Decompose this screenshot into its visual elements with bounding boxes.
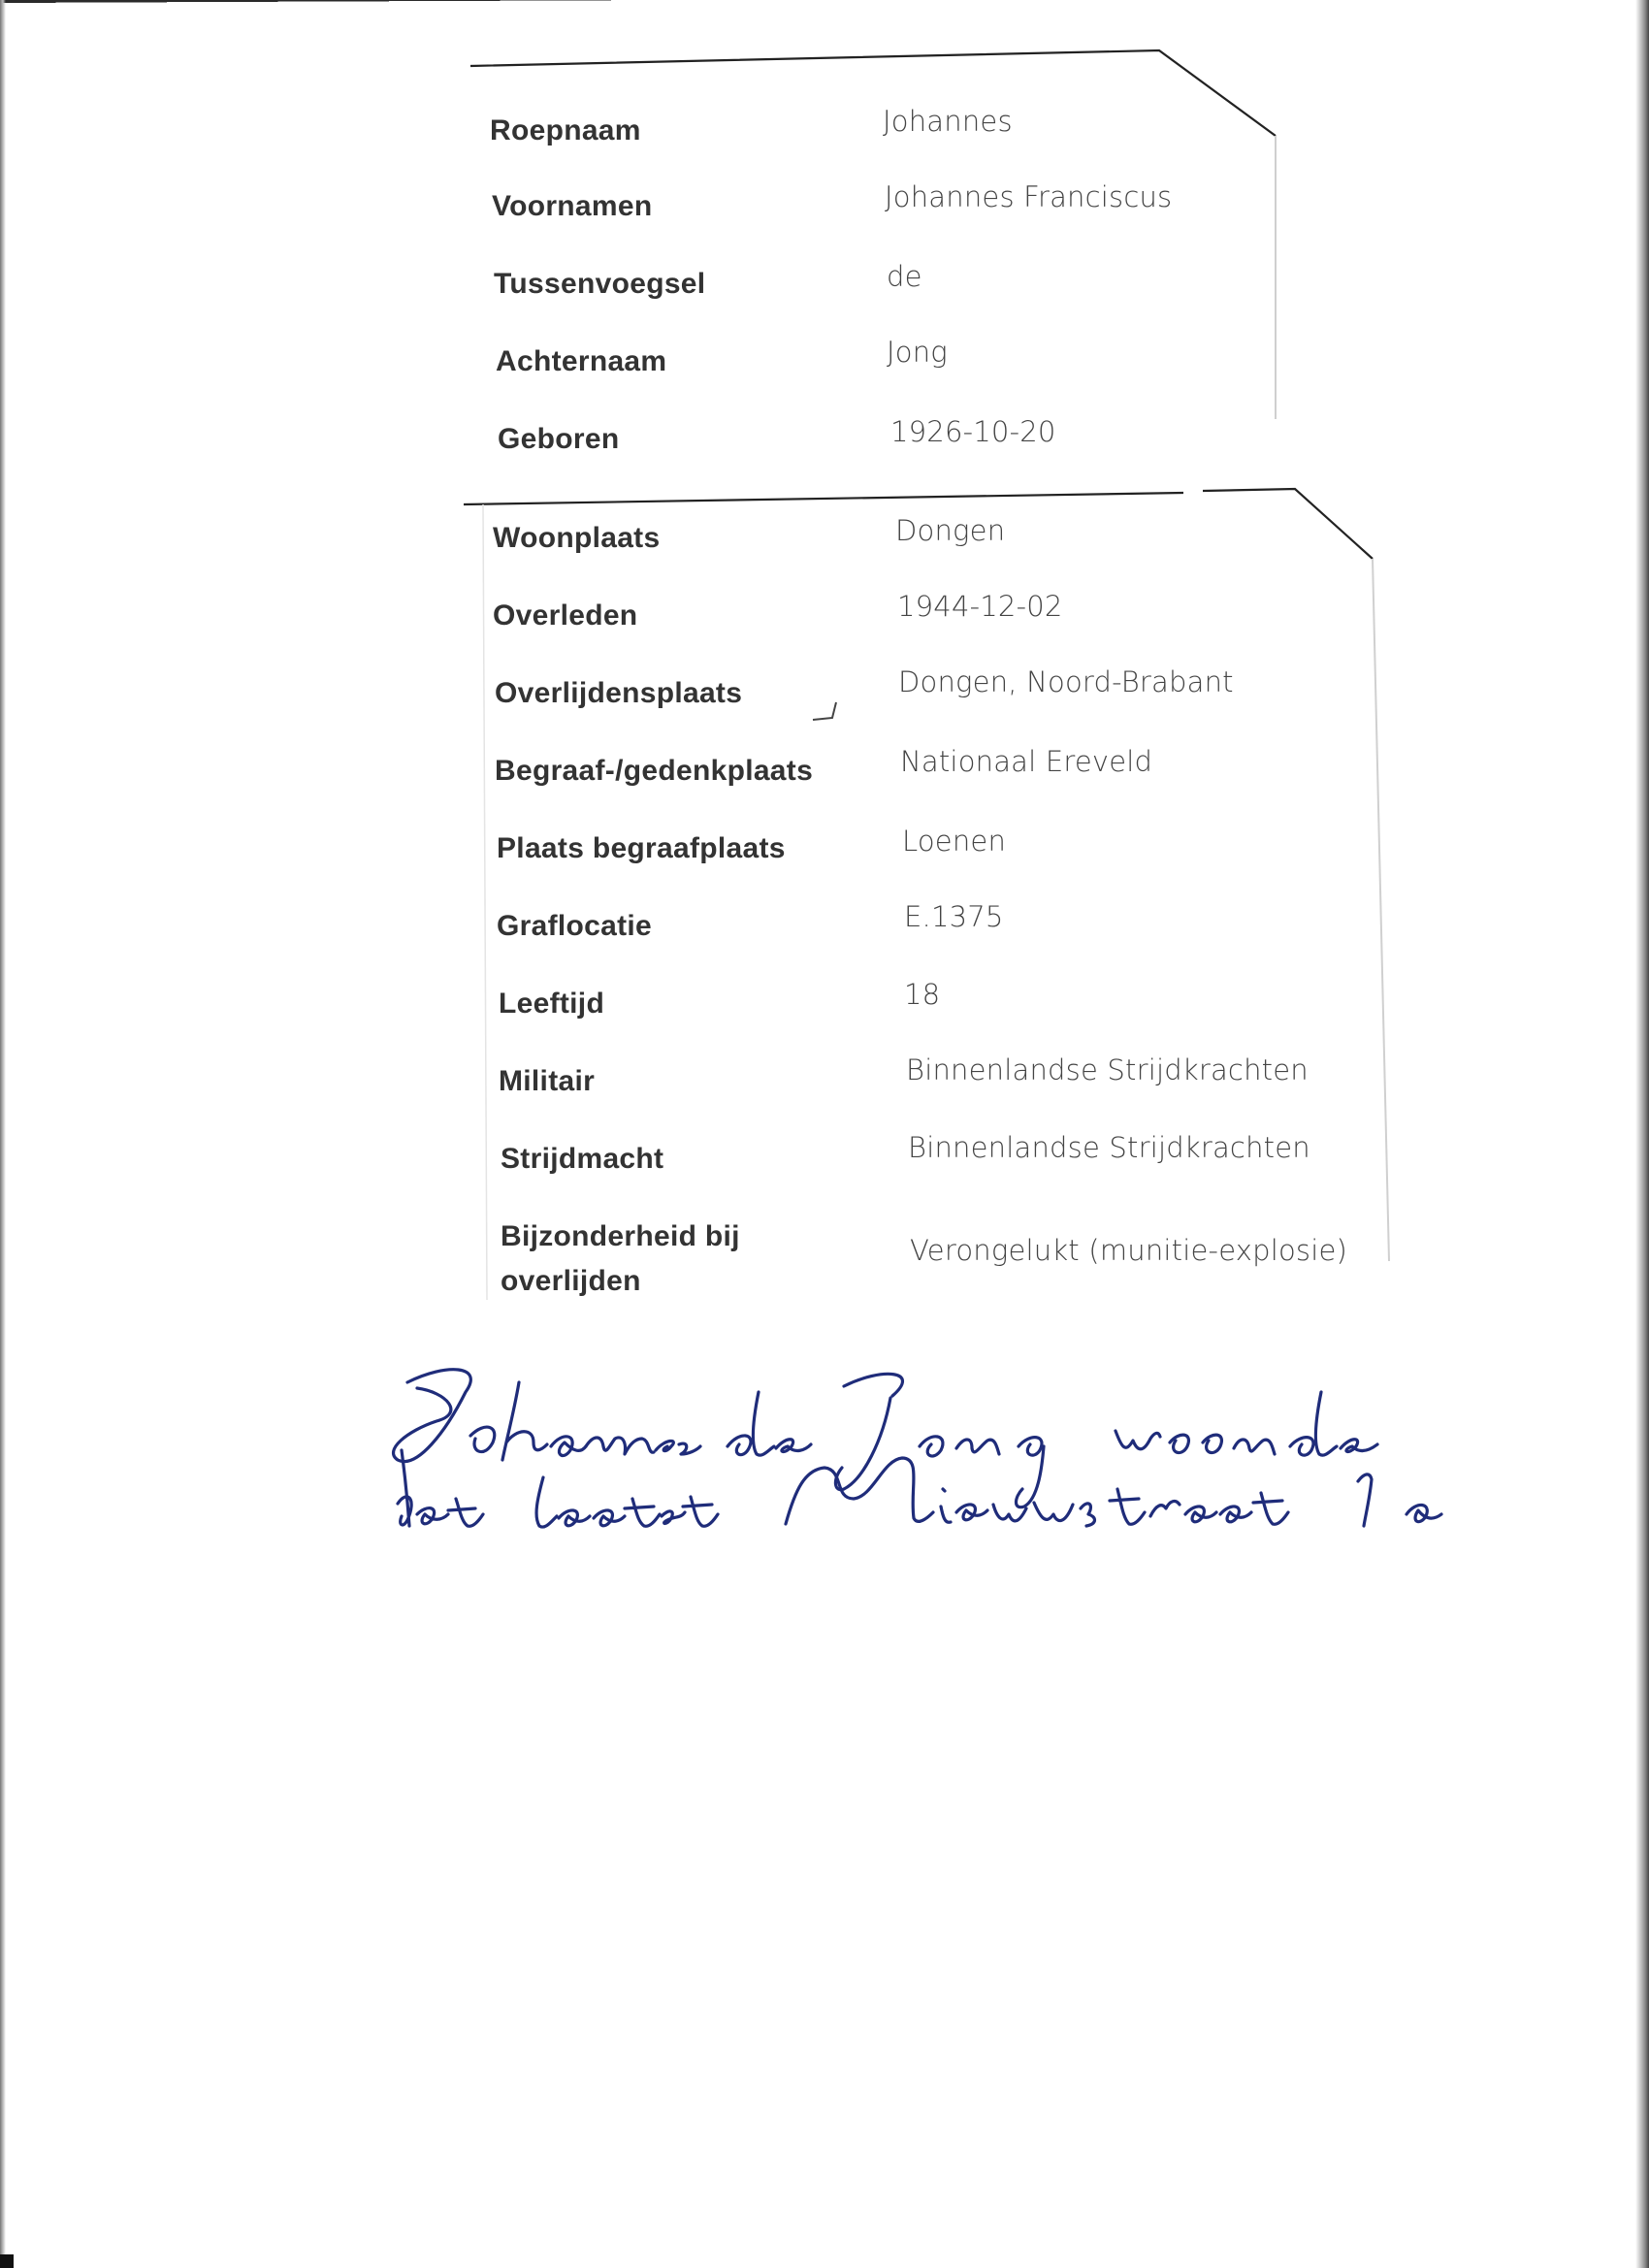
- value-militair: Binnenlandse Strijdkrachten: [906, 1053, 1309, 1086]
- label-geboren: Geboren: [498, 423, 620, 455]
- value-plaats-begraafplaats: Loenen: [902, 825, 1007, 858]
- handwritten-note-ink: [378, 1353, 1591, 1547]
- scan-left-edge: [0, 0, 6, 2268]
- handwritten-note: [378, 1353, 1591, 1547]
- label-overlijdensplaats: Overlijdensplaats: [495, 677, 743, 709]
- label-roepnaam: Roepnaam: [490, 114, 641, 146]
- value-woonplaats: Dongen: [895, 514, 1006, 547]
- scan-right-edge: [1635, 0, 1649, 2268]
- value-bijzonderheid-bij-overlijden: Verongelukt (munitie-explosie): [910, 1234, 1348, 1267]
- record-sheet-bottom: [456, 485, 1392, 1314]
- label-overleden: Overleden: [493, 599, 638, 632]
- label-leeftijd: Leeftijd: [499, 988, 605, 1020]
- label-voornamen: Voornamen: [492, 190, 653, 222]
- scan-corner-mark: [0, 2254, 14, 2268]
- scan-top-edge: [0, 0, 1649, 16]
- value-begraaf-gedenkplaats: Nationaal Ereveld: [900, 745, 1153, 778]
- label-woonplaats: Woonplaats: [493, 522, 661, 554]
- label-graflocatie: Graflocatie: [497, 910, 653, 942]
- pencil-tick-mark: [811, 697, 840, 726]
- label-plaats-begraafplaats: Plaats begraafplaats: [497, 832, 786, 864]
- value-achternaam: Jong: [887, 336, 948, 369]
- value-strijdmacht: Binnenlandse Strijdkrachten: [908, 1131, 1310, 1164]
- value-geboren: 1926-10-20: [890, 415, 1056, 448]
- label-begraaf-gedenkplaats: Begraaf-/gedenkplaats: [495, 755, 814, 787]
- value-tussenvoegsel: de: [887, 260, 922, 293]
- value-leeftijd: 18: [904, 978, 941, 1011]
- label-strijdmacht: Strijdmacht: [501, 1143, 664, 1175]
- label-bijzonderheid-bij-overlijden: Bijzonderheid bij overlijden: [501, 1220, 740, 1297]
- value-roepnaam: Johannes: [883, 105, 1013, 138]
- label-militair: Militair: [499, 1065, 596, 1097]
- value-overleden: 1944-12-02: [897, 590, 1063, 623]
- record-sheet-top: [470, 50, 1276, 477]
- label-tussenvoegsel: Tussenvoegsel: [494, 268, 706, 300]
- value-graflocatie: E.1375: [904, 900, 1004, 933]
- value-voornamen: Johannes Franciscus: [885, 180, 1173, 213]
- value-overlijdensplaats: Dongen, Noord-Brabant: [898, 665, 1234, 698]
- label-achternaam: Achternaam: [496, 345, 667, 377]
